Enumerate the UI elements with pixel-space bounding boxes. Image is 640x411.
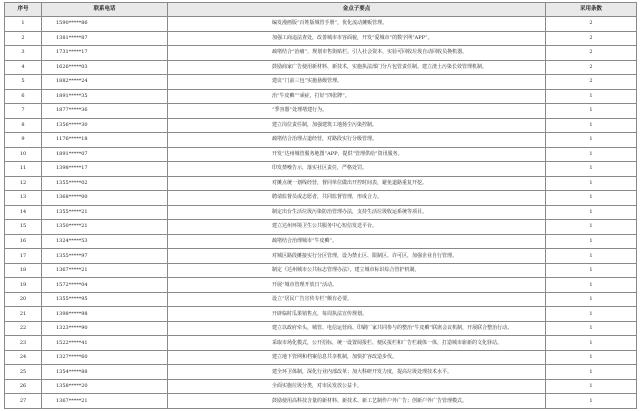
cell-index: 20 bbox=[5, 292, 42, 307]
cell-key-point: 印发禁噪告示，落实社区责任，严格处罚。 bbox=[168, 162, 546, 177]
cell-adopted-count: 1 bbox=[546, 162, 637, 177]
cell-phone: 1590*****86 bbox=[42, 17, 168, 32]
cell-index: 9 bbox=[5, 133, 42, 148]
cell-phone: 1522*****41 bbox=[42, 336, 168, 351]
table-row bbox=[5, 89, 637, 104]
cell-adopted-count: 1 bbox=[546, 205, 637, 220]
table-row bbox=[5, 350, 637, 365]
cell-adopted-count: 1 bbox=[546, 104, 637, 119]
table-row bbox=[5, 365, 637, 380]
cell-phone: 1381*****87 bbox=[42, 31, 168, 46]
table-row bbox=[5, 191, 637, 206]
cell-index: 18 bbox=[5, 263, 42, 278]
cell-index: 6 bbox=[5, 89, 42, 104]
cell-key-point: 采取市场化模式，公开招标，统一设置阅报栏、便民报栏和广告栏载体一体，打造城市崭新的文化驿站。 bbox=[168, 336, 546, 351]
cell-index: 1 bbox=[5, 17, 42, 32]
cell-phone: 1358*****20 bbox=[42, 379, 168, 394]
cell-key-point: 建立地下管网和档案信息共享机制，加快扩容改造步伐。 bbox=[168, 350, 546, 365]
cell-adopted-count: 1 bbox=[546, 147, 637, 162]
cell-key-point: 治“牛皮癣”“顽症，打好“四张牌”。 bbox=[168, 89, 546, 104]
table-row bbox=[5, 118, 637, 133]
cell-index: 13 bbox=[5, 191, 42, 206]
header-key-point: 金点子要点 bbox=[168, 3, 546, 17]
suggestion-table bbox=[4, 2, 637, 409]
cell-key-point: 全面实施垃圾分类，对市民发放公益卡。 bbox=[168, 379, 546, 394]
cell-key-point: 建全环卫体制，深化行业内部改革；加大科研开发力度，提高垃圾处理技术水平。 bbox=[168, 365, 546, 380]
table-row bbox=[5, 60, 637, 75]
cell-index: 23 bbox=[5, 336, 42, 351]
cell-index: 17 bbox=[5, 249, 42, 264]
header-index: 序号 bbox=[5, 3, 42, 17]
cell-key-point: 开辟临时瓜果销售点，每周执法宣传规划。 bbox=[168, 307, 546, 322]
cell-key-point: 建立以政府牵头，城管、电信运营商、印刷厂家共同参与的整治“牛皮癣”联席会议机制，开展联合整治行动。 bbox=[168, 321, 546, 336]
cell-index: 2 bbox=[5, 31, 42, 46]
cell-key-point: “季容器”处理堵建行为。 bbox=[168, 104, 546, 119]
cell-adopted-count: 2 bbox=[546, 60, 637, 75]
table-row bbox=[5, 249, 637, 264]
cell-index: 11 bbox=[5, 162, 42, 177]
cell-adopted-count: 1 bbox=[546, 292, 637, 307]
header-row bbox=[5, 3, 637, 17]
cell-key-point: 疏堵结合“治痼”，规划市售街贴栏。引人社会资本，实验可回收垃圾自动回收员换机器。 bbox=[168, 46, 546, 61]
table-row bbox=[5, 75, 637, 90]
cell-key-point: 疏堵结合治理城市“牛皮癣”。 bbox=[168, 234, 546, 249]
cell-adopted-count: 1 bbox=[546, 191, 637, 206]
cell-phone: 1324*****53 bbox=[42, 234, 168, 249]
cell-key-point: 开发“达州城管服务地图”APP，提供“管理供给”资讯服务。 bbox=[168, 147, 546, 162]
cell-phone: 1368*****00 bbox=[42, 191, 168, 206]
cell-adopted-count: 1 bbox=[546, 263, 637, 278]
cell-phone: 1877*****36 bbox=[42, 104, 168, 119]
cell-key-point: 鼓励使用高科技含量的新材料、新技术、新工艺制作户外广告；创新户外广告管理模式。 bbox=[168, 394, 546, 409]
table-row bbox=[5, 162, 637, 177]
cell-index: 10 bbox=[5, 147, 42, 162]
cell-phone: 1354*****88 bbox=[42, 365, 168, 380]
cell-index: 25 bbox=[5, 365, 42, 380]
cell-adopted-count: 1 bbox=[546, 234, 637, 249]
cell-index: 7 bbox=[5, 104, 42, 119]
cell-key-point: 编发漫画版“百姓版城管手册”，优化流动摊贩管理。 bbox=[168, 17, 546, 32]
cell-phone: 1626*****03 bbox=[42, 60, 168, 75]
cell-index: 24 bbox=[5, 350, 42, 365]
cell-phone: 1350*****21 bbox=[42, 220, 168, 235]
cell-index: 12 bbox=[5, 176, 42, 191]
table-row bbox=[5, 176, 637, 191]
cell-key-point: 制定出台生活垃圾污染防治管理办法，支持生活垃圾收运系统等项目。 bbox=[168, 205, 546, 220]
cell-adopted-count: 2 bbox=[546, 31, 637, 46]
table-row bbox=[5, 307, 637, 322]
table-row bbox=[5, 379, 637, 394]
cell-adopted-count: 1 bbox=[546, 176, 637, 191]
cell-index: 3 bbox=[5, 46, 42, 61]
cell-key-point: 加强工商违法查处，改善城市市容面貌，开发“爱城市”的数字网“APP”。 bbox=[168, 31, 546, 46]
table-row bbox=[5, 278, 637, 293]
cell-adopted-count: 1 bbox=[546, 350, 637, 365]
header-adopted-count: 采用条数 bbox=[546, 3, 637, 17]
cell-phone: 1355*****02 bbox=[42, 176, 168, 191]
table-row bbox=[5, 321, 637, 336]
cell-phone: 1176*****18 bbox=[42, 133, 168, 148]
table-row bbox=[5, 394, 637, 409]
cell-phone: 1355*****21 bbox=[42, 205, 168, 220]
cell-adopted-count: 1 bbox=[546, 118, 637, 133]
cell-phone: 1355*****97 bbox=[42, 249, 168, 264]
cell-phone: 1891*****07 bbox=[42, 147, 168, 162]
cell-key-point: 制定《达州城市公共标志管理办法》，建立城市标识综合管护机制。 bbox=[168, 263, 546, 278]
cell-adopted-count: 2 bbox=[546, 75, 637, 90]
cell-index: 16 bbox=[5, 234, 42, 249]
table-header bbox=[5, 3, 637, 17]
table-row bbox=[5, 104, 637, 119]
cell-key-point: 对城区路段摊接实行分区管理，设为禁止区、限制区、许可区，加强企业自行管理。 bbox=[168, 249, 546, 264]
cell-phone: 1367*****21 bbox=[42, 263, 168, 278]
cell-index: 22 bbox=[5, 321, 42, 336]
cell-phone: 1891*****35 bbox=[42, 89, 168, 104]
cell-phone: 1327*****60 bbox=[42, 350, 168, 365]
table-row bbox=[5, 263, 637, 278]
cell-phone: 1882*****24 bbox=[42, 75, 168, 90]
table-row bbox=[5, 133, 637, 148]
cell-index: 15 bbox=[5, 220, 42, 235]
cell-adopted-count: 1 bbox=[546, 249, 637, 264]
table-row bbox=[5, 147, 637, 162]
table-row bbox=[5, 292, 637, 307]
cell-key-point: 建议“门前三包”实施悬级管理。 bbox=[168, 75, 546, 90]
cell-phone: 1398*****98 bbox=[42, 307, 168, 322]
cell-phone: 1731*****17 bbox=[42, 46, 168, 61]
cell-index: 26 bbox=[5, 379, 42, 394]
cell-adopted-count: 1 bbox=[546, 365, 637, 380]
cell-adopted-count: 1 bbox=[546, 89, 637, 104]
cell-key-point: 建立达州环境卫生公共服务中心短信发送平台。 bbox=[168, 220, 546, 235]
table-row bbox=[5, 46, 637, 61]
cell-key-point: 聘请监督员或志愿者，共同监督管理，形成合力。 bbox=[168, 191, 546, 206]
cell-adopted-count: 1 bbox=[546, 307, 637, 322]
table-row bbox=[5, 205, 637, 220]
cell-index: 4 bbox=[5, 60, 42, 75]
table-row bbox=[5, 234, 637, 249]
table-row bbox=[5, 220, 637, 235]
cell-adopted-count: 1 bbox=[546, 394, 637, 409]
cell-adopted-count: 1 bbox=[546, 278, 637, 293]
cell-adopted-count: 1 bbox=[546, 220, 637, 235]
cell-index: 27 bbox=[5, 394, 42, 409]
cell-key-point: 鼓励商家广告使用新材料、新技术，实施执法部门分片包管责任制。建立渣土污染长效管理机制。 bbox=[168, 60, 546, 75]
cell-key-point: 开展“城市管理开放日”活动。 bbox=[168, 278, 546, 293]
cell-index: 19 bbox=[5, 278, 42, 293]
table-row bbox=[5, 17, 637, 32]
cell-index: 8 bbox=[5, 118, 42, 133]
cell-adopted-count: 2 bbox=[546, 46, 637, 61]
header-phone: 联系电话 bbox=[42, 3, 168, 17]
cell-phone: 1323*****90 bbox=[42, 321, 168, 336]
cell-adopted-count: 1 bbox=[546, 336, 637, 351]
cell-phone: 1398*****17 bbox=[42, 162, 168, 177]
cell-index: 14 bbox=[5, 205, 42, 220]
cell-key-point: 疏堵结合治理占道经营，对路段实行分级管理。 bbox=[168, 133, 546, 148]
cell-key-point: 设立“居民广告宣传专栏”颇有必要。 bbox=[168, 292, 546, 307]
cell-index: 21 bbox=[5, 307, 42, 322]
cell-phone: 1367*****21 bbox=[42, 394, 168, 409]
cell-key-point: 建立岗位责任制，加强建筑工地扬尘污染控制。 bbox=[168, 118, 546, 133]
cell-index: 5 bbox=[5, 75, 42, 90]
table-body bbox=[5, 17, 637, 409]
cell-adopted-count: 1 bbox=[546, 379, 637, 394]
table-row bbox=[5, 336, 637, 351]
table-row bbox=[5, 31, 637, 46]
cell-adopted-count: 1 bbox=[546, 321, 637, 336]
cell-adopted-count: 1 bbox=[546, 133, 637, 148]
cell-phone: 1355*****95 bbox=[42, 292, 168, 307]
cell-phone: 1572*****04 bbox=[42, 278, 168, 293]
cell-phone: 1356*****30 bbox=[42, 118, 168, 133]
cell-adopted-count: 2 bbox=[546, 17, 637, 32]
cell-key-point: 对摊点统一划线经营，督同单位做出开控时间表，避免道路重复开挖。 bbox=[168, 176, 546, 191]
